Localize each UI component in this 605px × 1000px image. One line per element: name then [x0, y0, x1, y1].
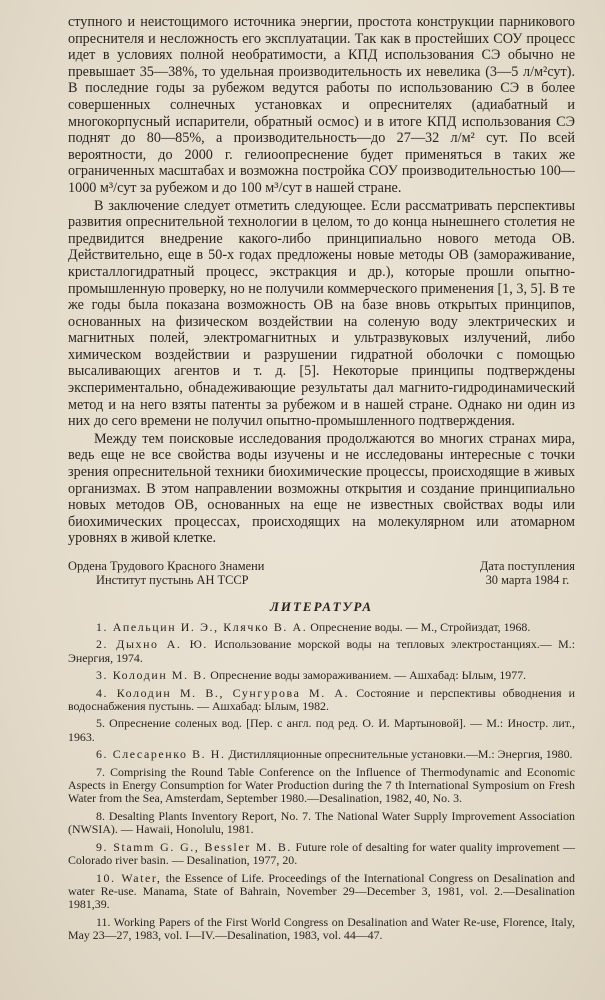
reference-text: Опреснение воды. — М., Стройиздат, 1968.: [307, 620, 531, 634]
order-line: Ордена Трудового Красного Знамени: [68, 559, 265, 573]
literature-title: ЛИТЕРАТУРА: [269, 599, 374, 614]
received-date: 30 марта 1984 г.: [485, 573, 570, 587]
reference-author: 6. Слесаренко В. Н.: [96, 747, 226, 762]
paragraph-2: В заключение следует отметить следующее. Если рассматривать перспективы развития опреснительной технологии в целом, то до конца нынешнего столетия не предвидится внедрение какого-либо принципиально нового метода ОВ. Действительно, еще в 50-х годах предложены новые методы ОВ (замораживание, кристаллогидратный процесс, экстракция и др.), которые прошли опытно-промышленную проверку, но не получили коммерческого применения [1, 3, 5]. В те же годы была показана возможность ОВ на базе вновь открытых принципов, основанных на физическом воздействии на соленую воду электрических и магнитных полей, электромагнитных и ультразвуковых излучений, либо химическом воздействии и разрушении гидратной оболочки с помощью высаливающих агентов и т. д. [5]. Некоторые принципы подтверждены экспериментально, обнадеживающие результаты дал магнито-гидродинамический метод и на него взяты патенты за рубежом и в нашей стране. Однако ни один из них до сего времени не получил опытно-промышленного подтверждения.: [68, 197, 575, 430]
reference-author: 9. Stamm G. G., Bessler M. B.: [96, 839, 292, 854]
reference-text: Использование морской воды на тепловых электростанциях.— М.: Энергия, 1974.: [68, 637, 575, 665]
reference-author: 3. Колодин М. В.: [96, 668, 208, 683]
reference-list: [68, 621, 575, 943]
reference-text: the Essence of Life. Proceedings of the International Congress on Desalination and water Re-use. Manama, State of Bahrain, November 29—December 3, 1981, vol. 2.—Desalination 1981,39.: [68, 870, 575, 912]
reference-item: [68, 638, 575, 665]
reference-item: [68, 669, 575, 682]
affiliation: [68, 559, 264, 587]
received-info: [480, 559, 575, 587]
reference-text: 7. Comprising the Round Table Conference on the Influence of Thermodynamic and Economic Aspects in Energy Consumption for Water Production during the 7 th International Symposium on Fresh Water from the Sea, Amsterdam, September 1980.—Desalination, 1982, 40, No. 3.: [68, 764, 575, 806]
reference-text: Опреснение воды замораживанием. — Ашхабад: Ылым, 1977.: [207, 668, 527, 683]
body-text: [68, 14, 575, 547]
reference-text: Future role of desalting for water quality improvement — Colorado river basin. — Desalination, 1977, 20.: [68, 839, 575, 868]
reference-text: Дистилляционные опреснительные установки.—М.: Энергия, 1980.: [225, 747, 573, 762]
reference-item: [68, 687, 575, 714]
reference-item: [68, 766, 575, 806]
article-footer: [68, 559, 575, 587]
reference-text: 8. Desalting Plants Inventory Report, No. 7. The National Water Supply Improvement Association (NWSIA). — Hawaii, Honolulu, 1981.: [68, 808, 575, 837]
reference-item: [68, 717, 575, 744]
reference-text: Состояние и перспективы обводнения и водоснабжения пустынь. — Ашхабад: Ылым, 1982.: [68, 685, 575, 714]
reference-author: 2. Дыхно А. Ю.: [96, 637, 209, 652]
reference-author: 1. Апельцин И. Э., Клячко В. А.: [96, 620, 308, 634]
reference-item: [68, 748, 575, 761]
institute-line: Институт пустынь АН ТССР: [96, 573, 249, 587]
reference-item: [68, 621, 575, 634]
reference-item: [68, 916, 575, 943]
paragraph-1: ступного и неистощимого источника энергии, простота конструкции парникового опреснителя и несложность его эксплуатации. Так как в простейших СОУ процесс идет в условиях полной необратимости, а КПД использования СЭ обычно не превышает 35—38%, то удельная производительность их невелика (3—5 л/м²сут). В последние годы за рубежом ведутся работы по использованию СЭ в более совершенных солнечных установках и опреснителях (адиабатный и многокорпусный испарители, обратный осмос) и в итоге КПД использования СЭ поднят до 80—85%, а производительность—до 27—32 л/м² сут. По всей вероятности, до 2000 г. гелиоопреснение будет применяться в таких же ограниченных масштабах и возможна постройка СОУ производительностью 100—1000 м³/сут за рубежом и до 100 м³/сут в нашей стране.: [68, 14, 575, 196]
received-label: Дата поступления: [479, 559, 575, 573]
reference-text: 5. Опреснение соленых вод. [Пер. с англ. под ред. О. И. Мартыновой]. — М.: Иностр. лит., 1963.: [68, 716, 575, 744]
reference-item: [68, 810, 575, 837]
reference-item: [68, 841, 575, 868]
reference-author: 10. Water,: [96, 870, 162, 885]
reference-text: 11. Working Papers of the First World Congress on Desalination and Water Re-use, Florence, Italy, May 23—27, 1983, vol. I—IV.—Desalination, 1983, vol. 44—47.: [68, 914, 575, 943]
reference-item: [68, 872, 575, 912]
reference-author: 4. Колодин М. В., Сунгурова М. А.: [96, 685, 350, 700]
paragraph-3: Между тем поисковые исследования продолжаются во многих странах мира, ведь еще не все свойства воды изучены и не исследованы интересные с точки зрения опреснительной техники биохимические процессы, происходящие в живых организмах. В этом направлении возможны открытия и создание принципиально новых методов ОВ, основанных на еще не известных свойствах воды или биохимических процессах, происходящих на молекулярном или атомарном уровнях в живой клетке.: [68, 430, 575, 547]
